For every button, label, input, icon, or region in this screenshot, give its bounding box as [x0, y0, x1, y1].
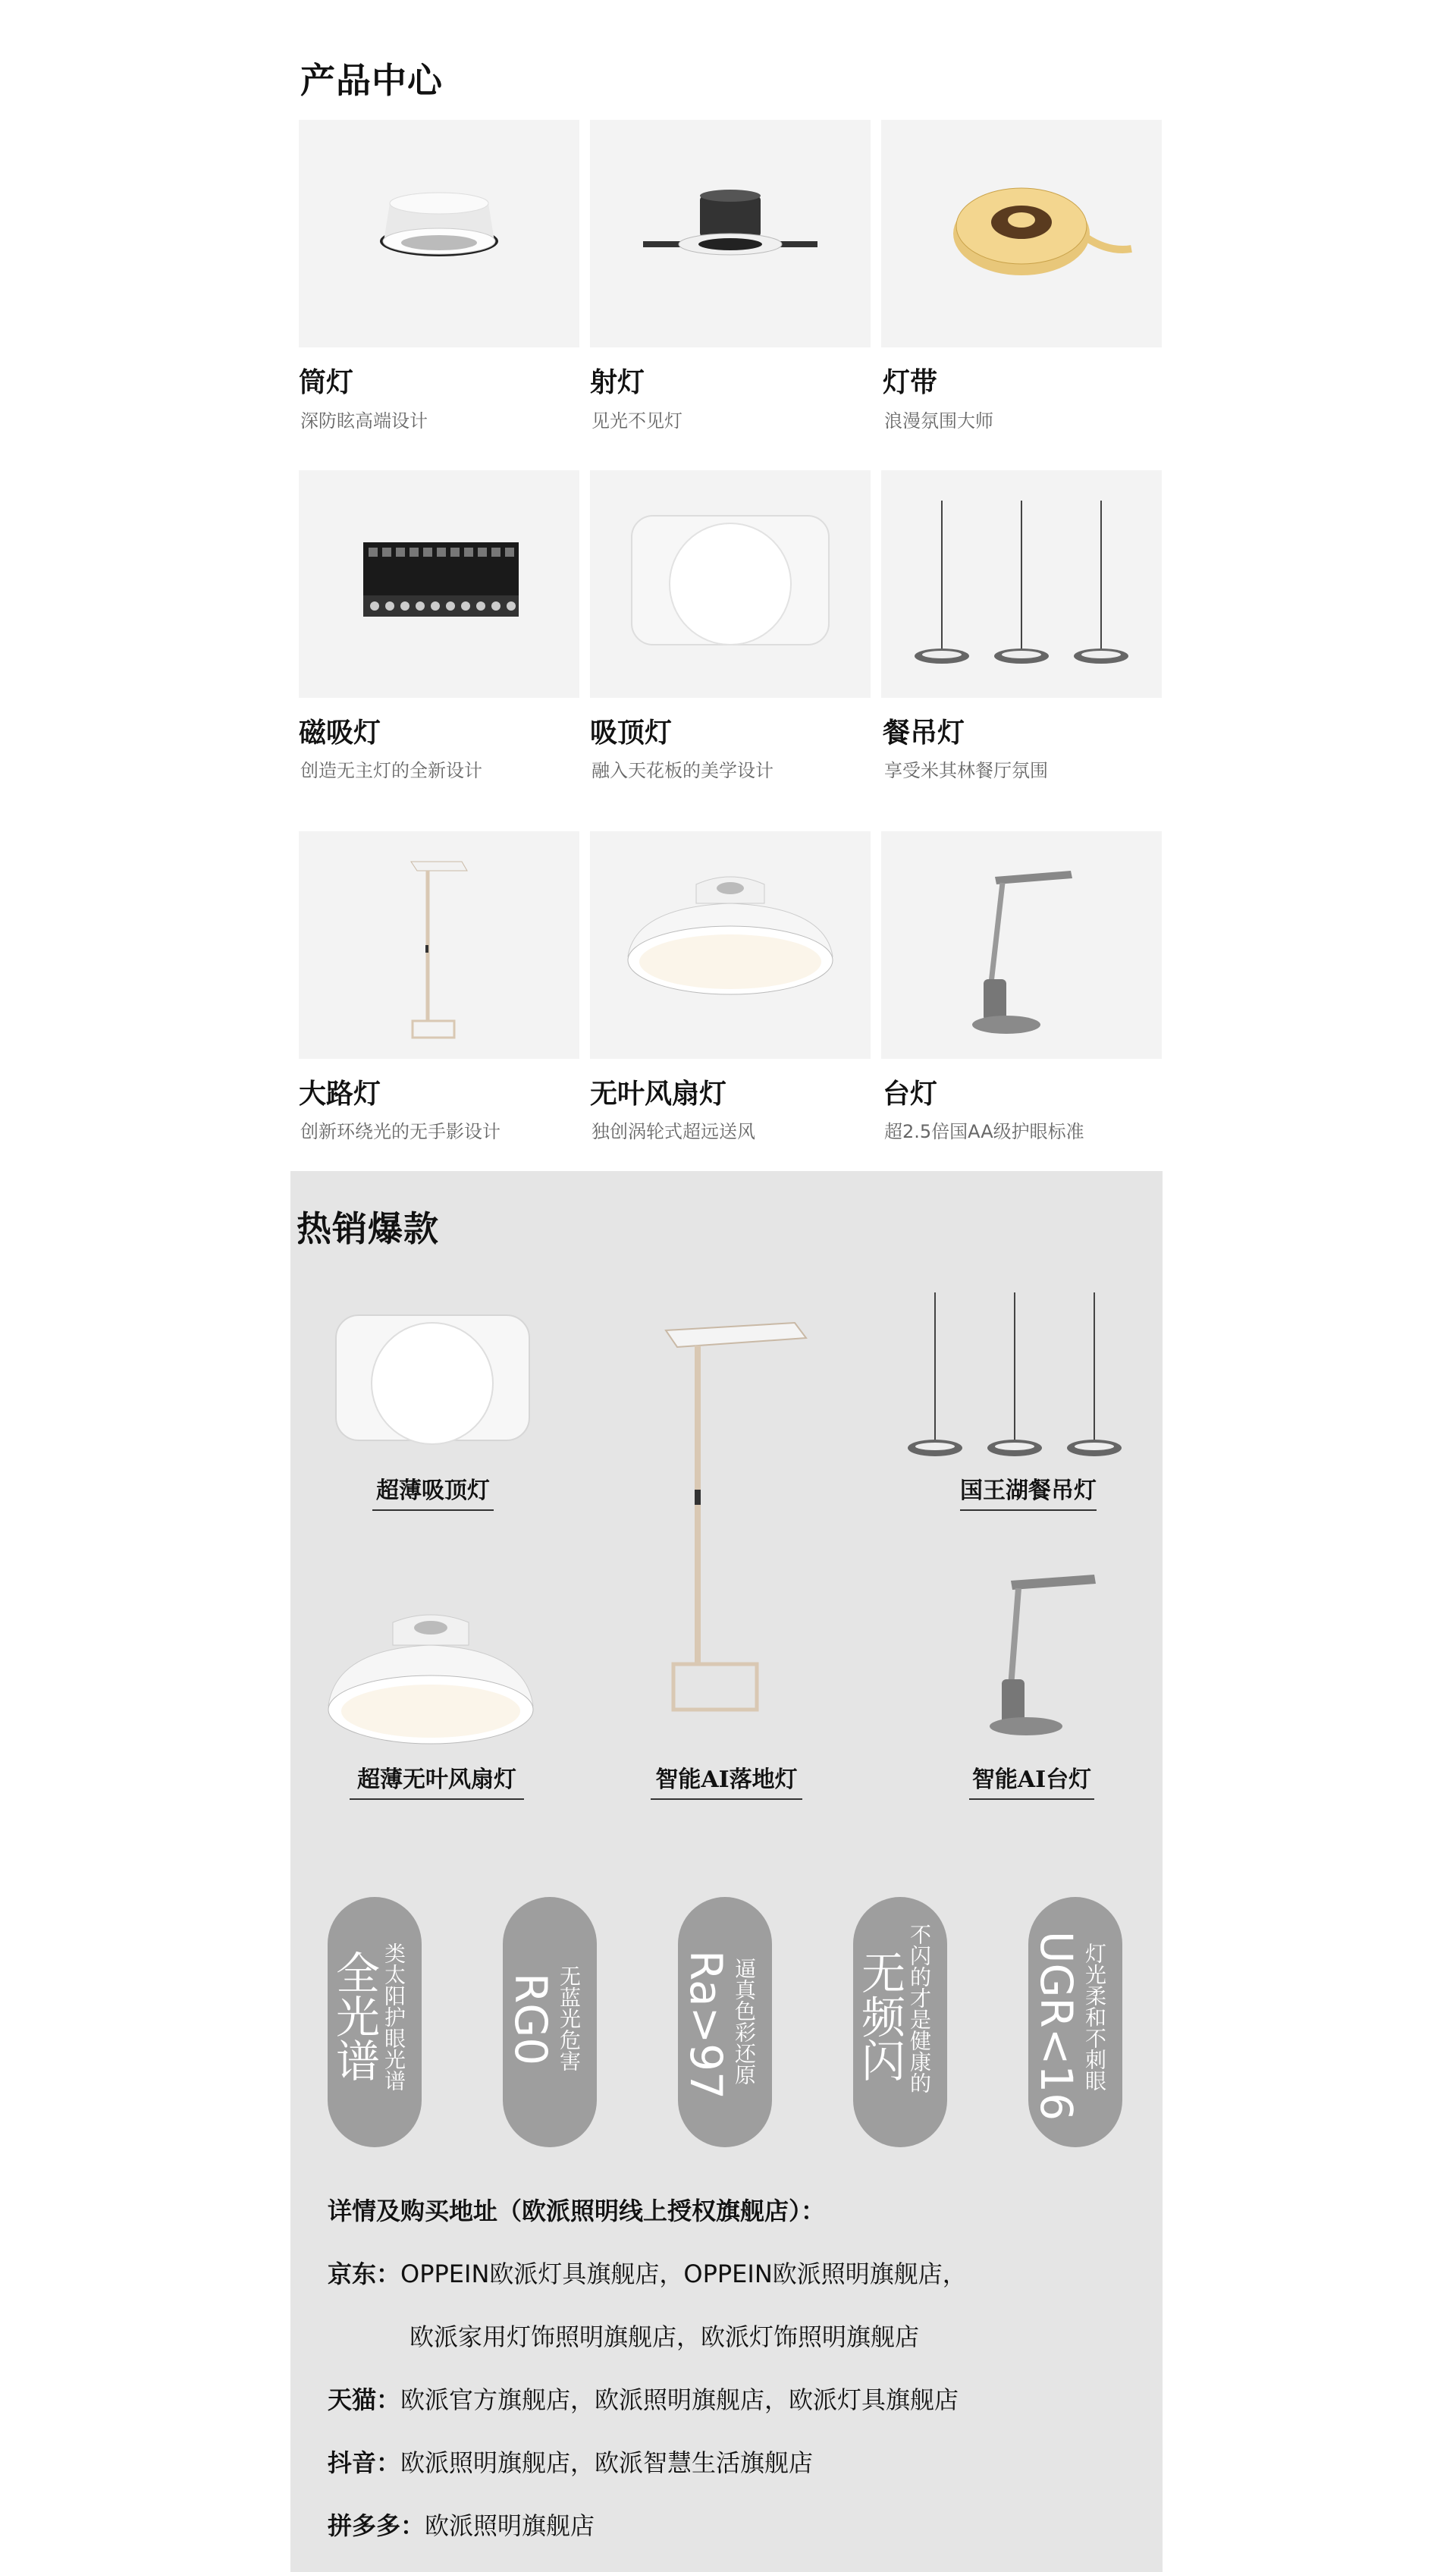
ceiling-light-icon [590, 470, 871, 698]
purchase-jd-line1 [328, 2255, 967, 2290]
magnetic-light-card-image[interactable] [299, 470, 579, 698]
hot-floor-lamp-icon[interactable] [643, 1300, 825, 1732]
feature-pill-ra97 [678, 1897, 772, 2147]
douyin-stores[interactable]: 欧派照明旗舰店，欧派智慧生活旗舰店 [400, 2448, 814, 2477]
led-strip-icon [881, 120, 1162, 347]
feature-big-text: 无频闪 [854, 1950, 905, 2082]
feature-small-text: 类太阳护眼光谱 [381, 1942, 406, 2091]
product-name-downlight[interactable]: 筒灯 [299, 367, 354, 398]
hot-label-fan-light[interactable]: 超薄无叶风扇灯 [350, 1760, 524, 1800]
product-desc-magnetic-light: 创造无主灯的全新设计 [300, 760, 482, 781]
spotlight-card-image[interactable] [590, 120, 871, 347]
jd-stores-line2[interactable]: 欧派家用灯饰照明旗舰店，欧派灯饰照明旗舰店 [410, 2322, 920, 2351]
product-desc-floor-lamp: 创新环绕光的无手影设计 [300, 1121, 500, 1142]
tmall-stores[interactable]: 欧派官方旗舰店，欧派照明旗舰店，欧派灯具旗舰店 [400, 2385, 959, 2414]
product-desc-led-strip: 浪漫氛围大师 [884, 410, 993, 432]
floor-lamp-card-image[interactable] [299, 831, 579, 1059]
feature-pill-rg0 [503, 1897, 597, 2147]
led-strip-card-image[interactable] [881, 120, 1162, 347]
product-desc-ceiling-light: 融入天花板的美学设计 [592, 760, 774, 781]
purchase-douyin-line [328, 2444, 813, 2479]
hot-pendant-light-icon[interactable] [905, 1292, 1125, 1467]
product-desc-fan-light: 独创涡轮式超远送风 [592, 1121, 755, 1142]
desk-lamp-icon [881, 831, 1162, 1059]
hot-label-pendant-light[interactable]: 国王湖餐吊灯 [960, 1471, 1097, 1511]
feature-small-text: 不闪的才是健康的 [907, 1924, 932, 2093]
product-name-spotlight[interactable]: 射灯 [590, 367, 645, 398]
product-name-pendant-light[interactable]: 餐吊灯 [883, 718, 965, 749]
bladeless-fan-light-icon [590, 831, 871, 1059]
feature-small-text: 灯光柔和不刺眼 [1082, 1942, 1107, 2091]
downlight-icon [299, 120, 579, 347]
hot-fan-light-icon[interactable] [321, 1611, 541, 1755]
product-name-floor-lamp[interactable]: 大路灯 [299, 1079, 381, 1110]
product-name-led-strip[interactable]: 灯带 [883, 367, 938, 398]
ceiling-light-card-image[interactable] [590, 470, 871, 698]
hot-sellers-section [290, 1171, 1163, 2572]
feature-big-text: Ra>97 [680, 1950, 732, 2099]
jd-label: 京东： [328, 2260, 401, 2288]
feature-big-text: UGR<16 [1031, 1931, 1082, 2121]
product-desc-pendant-light: 享受米其林餐厅氛围 [884, 760, 1048, 781]
product-desc-desk-lamp: 超2.5倍国AA级护眼标准 [884, 1121, 1084, 1142]
hot-ceiling-light-icon[interactable] [332, 1308, 537, 1459]
product-name-ceiling-light[interactable]: 吸顶灯 [590, 718, 673, 749]
pdd-label: 拼多多： [328, 2511, 425, 2540]
pdd-stores[interactable]: 欧派照明旗舰店 [425, 2511, 595, 2540]
pendant-light-icon [881, 470, 1162, 698]
hot-label-floor-lamp[interactable]: 智能AI落地灯 [651, 1760, 802, 1800]
feature-small-text: 逼真色彩还原 [732, 1958, 757, 2085]
product-name-magnetic-light[interactable]: 磁吸灯 [299, 718, 381, 749]
douyin-label: 抖音： [328, 2448, 401, 2477]
pendant-light-card-image[interactable] [881, 470, 1162, 698]
product-desc-spotlight: 见光不见灯 [592, 410, 682, 432]
purchase-heading: 详情及购买地址（欧派照明线上授权旗舰店）： [328, 2197, 826, 2225]
purchase-pdd-line [328, 2507, 595, 2542]
hot-sellers-title: 热销爆款 [297, 1208, 439, 1249]
magnetic-track-light-icon [299, 470, 579, 698]
desk-lamp-card-image[interactable] [881, 831, 1162, 1059]
hot-desk-lamp-icon[interactable] [965, 1565, 1117, 1748]
feature-big-text: 全光谱 [328, 1950, 380, 2082]
spotlight-icon [590, 120, 871, 347]
feature-pill-ugr16 [1028, 1897, 1122, 2147]
feature-pill-full-spectrum [328, 1897, 422, 2147]
feature-small-text: 无蓝光危害 [557, 1965, 582, 2071]
jd-stores-line1[interactable]: OPPEIN欧派灯具旗舰店，OPPEIN欧派照明旗舰店， [400, 2260, 967, 2288]
purchase-tmall-line [328, 2381, 959, 2416]
product-desc-downlight: 深防眩高端设计 [300, 410, 428, 432]
tmall-label: 天猫： [328, 2385, 401, 2414]
floor-lamp-icon [299, 831, 579, 1059]
product-center-title: 产品中心 [300, 60, 443, 101]
hot-label-ceiling-light[interactable]: 超薄吸顶灯 [372, 1471, 494, 1511]
feature-pill-flicker-free [853, 1897, 947, 2147]
product-name-desk-lamp[interactable]: 台灯 [883, 1079, 938, 1110]
feature-big-text: RG0 [505, 1973, 557, 2066]
fan-light-card-image[interactable] [590, 831, 871, 1059]
product-name-fan-light[interactable]: 无叶风扇灯 [590, 1079, 727, 1110]
hot-label-desk-lamp[interactable]: 智能AI台灯 [969, 1760, 1094, 1800]
downlight-card-image[interactable] [299, 120, 579, 347]
